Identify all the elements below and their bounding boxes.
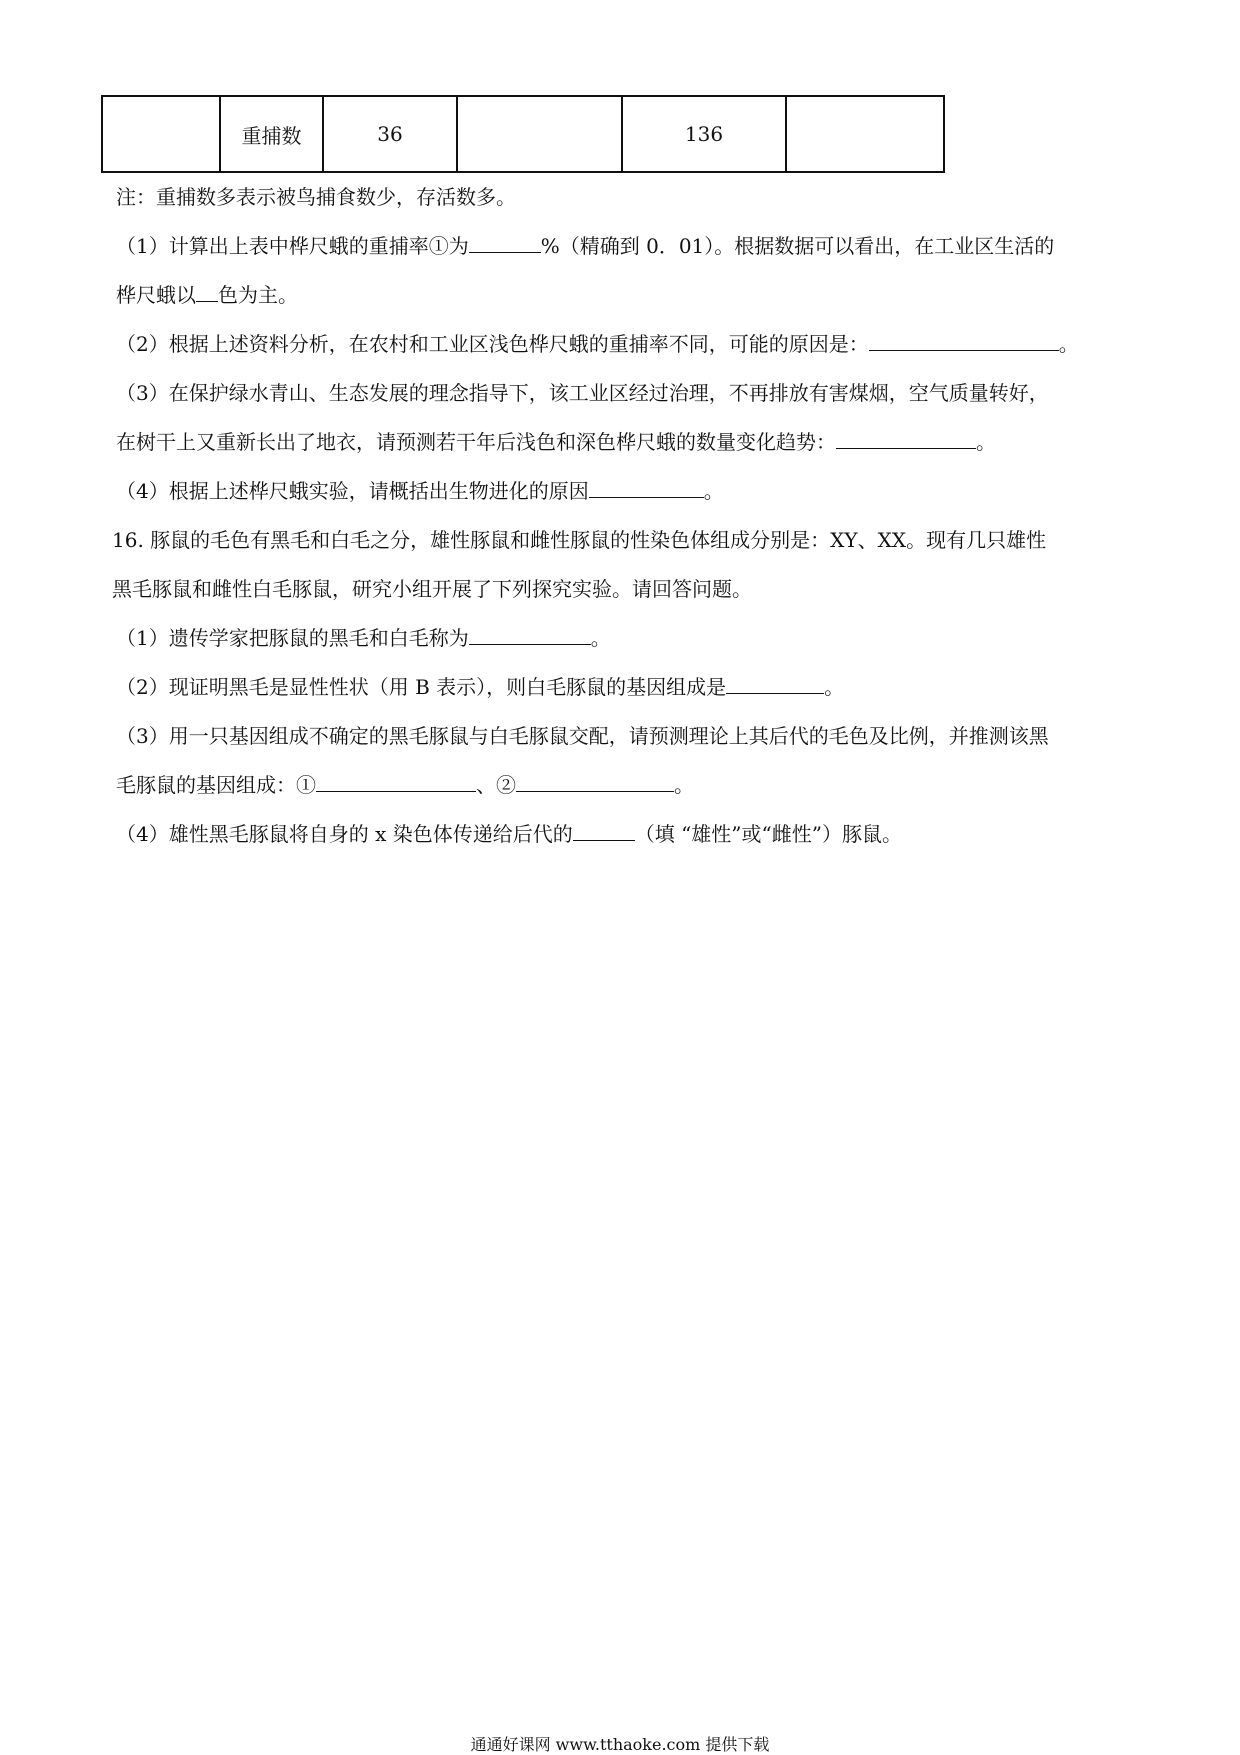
- q15-part1-line1: [116, 232, 1054, 260]
- q16-part4-text-a: （4）雄性黑毛豚鼠将自身的 x 染色体传递给后代的: [116, 822, 573, 846]
- q16-part2-text-b: 。: [824, 675, 845, 699]
- q16-part3-line1: [116, 722, 1049, 750]
- table-cell: [786, 96, 944, 172]
- table-note: 注：重捕数多表示被鸟捕食数少，存活数多。: [116, 185, 516, 209]
- answer-blank[interactable]: [469, 624, 591, 645]
- table-cell: 136: [622, 96, 786, 172]
- q15-part1-text-d: 色为主。: [218, 283, 298, 307]
- table-cell: 重捕数: [220, 96, 323, 172]
- q15-part4-text-a: （4）根据上述桦尺蛾实验，请概括出生物进化的原因: [116, 479, 589, 503]
- q15-part3-text-b: 在树干上又重新长出了地衣，请预测若干年后浅色和深色桦尺蛾的数量变化趋势：: [116, 430, 836, 454]
- q16-part3-text-b: 毛豚鼠的基因组成：①: [116, 773, 316, 797]
- q15-part1-text-a: （1）计算出上表中桦尺蛾的重捕率①为: [116, 234, 469, 258]
- q16-part1-text-b: 。: [590, 626, 611, 650]
- q16-part3-text-d: 。: [674, 773, 694, 797]
- table-cell: [102, 96, 220, 172]
- q15-part3-text-a: （3）在保护绿水青山、生态发展的理念指导下，该工业区经过治理，不再排放有害煤烟，空气质量转好，: [116, 381, 1049, 405]
- q15-part2: [116, 330, 1079, 358]
- q15-part2-text-b: 。: [1058, 332, 1079, 356]
- table-row: [102, 96, 944, 172]
- q16-part2-text-a: （2）现证明黑毛是显性性状（用 B 表示），则白毛豚鼠的基因组成是: [116, 675, 727, 699]
- q15-part2-text-a: （2）根据上述资料分析，在农村和工业区浅色桦尺蛾的重捕率不同，可能的原因是：: [116, 332, 869, 356]
- answer-blank[interactable]: [469, 232, 541, 253]
- q15-part1-text-b: %（精确到 0．01）。根据数据可以看出，在工业区生活的: [540, 234, 1055, 258]
- q15-part3-line2: [116, 428, 996, 456]
- data-table: [101, 95, 945, 173]
- answer-blank[interactable]: [196, 281, 218, 302]
- answer-blank[interactable]: [836, 428, 976, 449]
- q16-part3-line2: [116, 771, 694, 799]
- q15-part3-line1: [116, 379, 1049, 407]
- q16-part4-text-b: （填 “雄性”或“雌性”）豚鼠。: [634, 822, 902, 846]
- table-cell: [457, 96, 622, 172]
- q15-part4-text-b: 。: [703, 479, 724, 503]
- answer-blank[interactable]: [316, 771, 476, 792]
- answer-blank[interactable]: [516, 771, 674, 792]
- q15-part4: [116, 477, 724, 505]
- answer-blank[interactable]: [726, 673, 824, 694]
- q15-part1-line2: [116, 281, 298, 309]
- q16-part3-text-c: 、②: [476, 773, 516, 797]
- q16-part3-text-a: （3）用一只基因组成不确定的黑毛豚鼠与白毛豚鼠交配，请预测理论上其后代的毛色及比例，并推测该黑: [116, 724, 1049, 748]
- answer-blank[interactable]: [573, 820, 635, 841]
- q16-part4: [116, 820, 902, 848]
- q16-intro-line2: 黑毛豚鼠和雌性白毛豚鼠，研究小组开展了下列探究实验。请回答问题。: [112, 577, 752, 601]
- q16-part2: [116, 673, 844, 701]
- answer-blank[interactable]: [589, 477, 704, 498]
- page-footer: 通通好课网 www.tthaoke.com 提供下载: [470, 1735, 770, 1754]
- answer-blank[interactable]: [869, 330, 1059, 351]
- table-cell: 36: [323, 96, 457, 172]
- q16-intro-line1: 16. 豚鼠的毛色有黑毛和白毛之分，雄性豚鼠和雌性豚鼠的性染色体组成分别是：XY、XX。现有几只雄性: [112, 528, 1047, 552]
- q15-part1-text-c: 桦尺蛾以: [116, 283, 196, 307]
- q16-part1: [116, 624, 611, 652]
- q15-part3-text-c: 。: [976, 430, 996, 454]
- q16-part1-text-a: （1）遗传学家把豚鼠的黑毛和白毛称为: [116, 626, 469, 650]
